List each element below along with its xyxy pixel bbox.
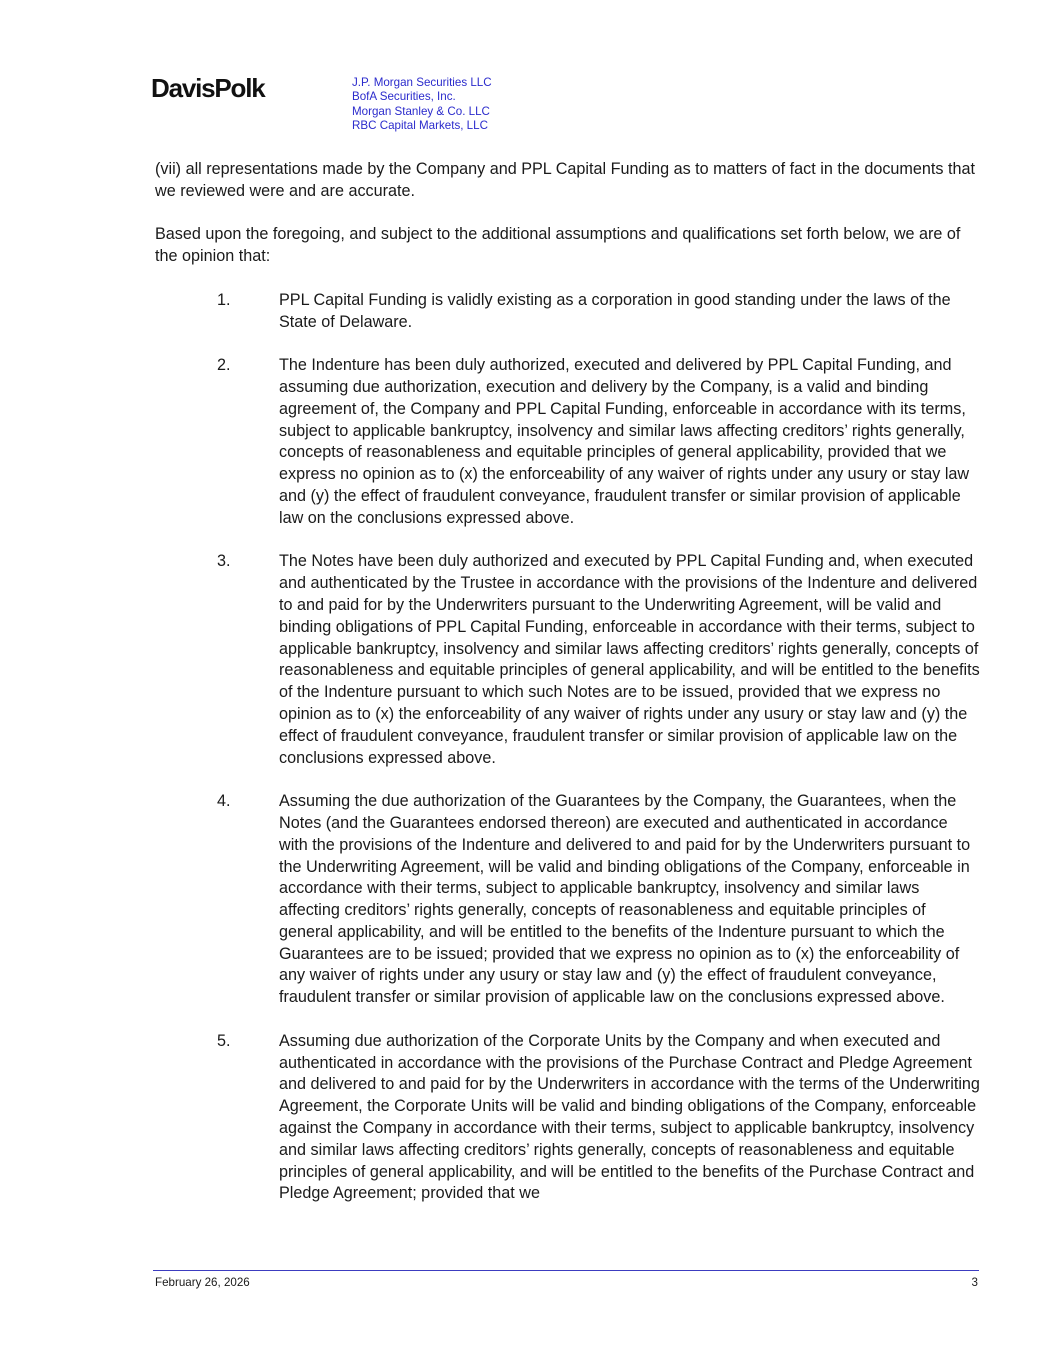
opinion-number: 2. bbox=[217, 356, 231, 375]
recipients-block bbox=[352, 76, 492, 133]
document-body bbox=[155, 159, 980, 1227]
recipient-line: Morgan Stanley & Co. LLC bbox=[352, 104, 490, 118]
opinion-item bbox=[155, 355, 980, 529]
recipient-line: J.P. Morgan Securities LLC bbox=[352, 76, 492, 89]
opinion-list bbox=[155, 290, 980, 1205]
intro-paragraph: (vii) all representations made by the Company and PPL Capital Funding as to matters of fact in the documents that we reviewed were and are accurate. bbox=[155, 160, 975, 200]
opinion-item bbox=[155, 551, 980, 769]
footer-date: February 26, 2026 bbox=[155, 1276, 250, 1289]
davis-polk-logo: DavisPolk bbox=[151, 73, 265, 103]
opinion-text: Assuming the due authorization of the Guarantees by the Company, the Guarantees, when the Notes (and the Guarantees endorsed thereon) are executed and authenticated in accordance with the provisions of the Indenture and delivered to and paid for by the Underwriters pursuant to the Underwriting Agreement, will be valid and binding obligations of the Company, enforceable in accordance with their terms, subject to applicable bankruptcy, insolvency and similar laws affecting creditors’ rights generally, concepts of reasonableness and equitable principles of general applicability, and will be entitled to the benefits of the Indenture pursuant to which the Guarantees are to be issued; provided that we express no opinion as to (x) the enforceability of any waiver of rights under any usury or stay law and (y) the effect of fraudulent conveyance, fraudulent transfer or similar provision of applicable law on the conclusions expressed above. bbox=[279, 792, 971, 1007]
opinion-number: 3. bbox=[217, 552, 231, 571]
recipient-line: RBC Capital Markets, LLC bbox=[352, 118, 488, 132]
recipient-line: BofA Securities, Inc. bbox=[352, 90, 456, 104]
opinion-text: Assuming due authorization of the Corporate Units by the Company and when executed and authenticated in accordance with the provisions of the Purchase Contract and Pledge Agreement and delivered to and paid for by the Underwriters in accordance with the terms of the Underwriting Agreement, the Corporate Units will be valid and binding obligations of the Company, enforceable against the Company in accordance with their terms, subject to applicable bankruptcy, insolvency and similar laws affecting creditors’ rights generally, concepts of reasonableness and equitable principles of general applicability, and will be entitled to the benefits of the Purchase Contract and Pledge Agreement; provided that we bbox=[279, 1031, 980, 1203]
footer-divider bbox=[153, 1270, 979, 1271]
opinion-number: 1. bbox=[217, 290, 231, 309]
opinion-number: 5. bbox=[217, 1031, 231, 1050]
intro-paragraph: Based upon the foregoing, and subject to the additional assumptions and qualifications set forth below, we are of the opinion that: bbox=[155, 225, 961, 266]
opinion-text: The Indenture has been duly authorized, executed and delivered by PPL Capital Funding, and assuming due authorization, execution and delivery by the Company, is a valid and binding agreement of, the Company and PPL Capital Funding, enforceable in accordance with its terms, subject to applicable bankruptcy, insolvency and similar laws affecting creditors’ rights generally, concepts of reasonableness and equitable principles of general applicability, provided that we express no opinion as to (x) the enforceability of any waiver of rights under any usury or stay law and (y) the effect of fraudulent conveyance, fraudulent transfer or similar provision of applicable law on the conclusions expressed above. bbox=[279, 356, 970, 527]
opinion-item bbox=[155, 290, 980, 334]
opinion-number: 4. bbox=[217, 792, 231, 811]
opinion-text: The Notes have been duly authorized and executed by PPL Capital Funding and, when executed and authenticated by the Trustee in accordance with the provisions of the Indenture and delivered to and paid for by the Underwriters pursuant to the Underwriting Agreement, will be valid and binding obligations of PPL Capital Funding, enforceable in accordance with their terms, subject to applicable bankruptcy, insolvency and similar laws affecting creditors’ rights generally, concepts of reasonableness and equitable principles of general applicability, and will be entitled to the benefits of the Indenture pursuant to which such Notes are to be issued, provided that we express no opinion as to (x) the enforceability of any waiver of rights under any usury or stay law and (y) the effect of fraudulent conveyance, fraudulent transfer or similar provision of applicable law on the conclusions expressed above. bbox=[279, 552, 980, 767]
opinion-item bbox=[155, 1031, 980, 1205]
opinion-text: PPL Capital Funding is validly existing as a corporation in good standing under the laws of the State of Delaware. bbox=[279, 290, 951, 331]
opinion-item bbox=[155, 791, 980, 1009]
page-number: 3 bbox=[971, 1276, 978, 1289]
